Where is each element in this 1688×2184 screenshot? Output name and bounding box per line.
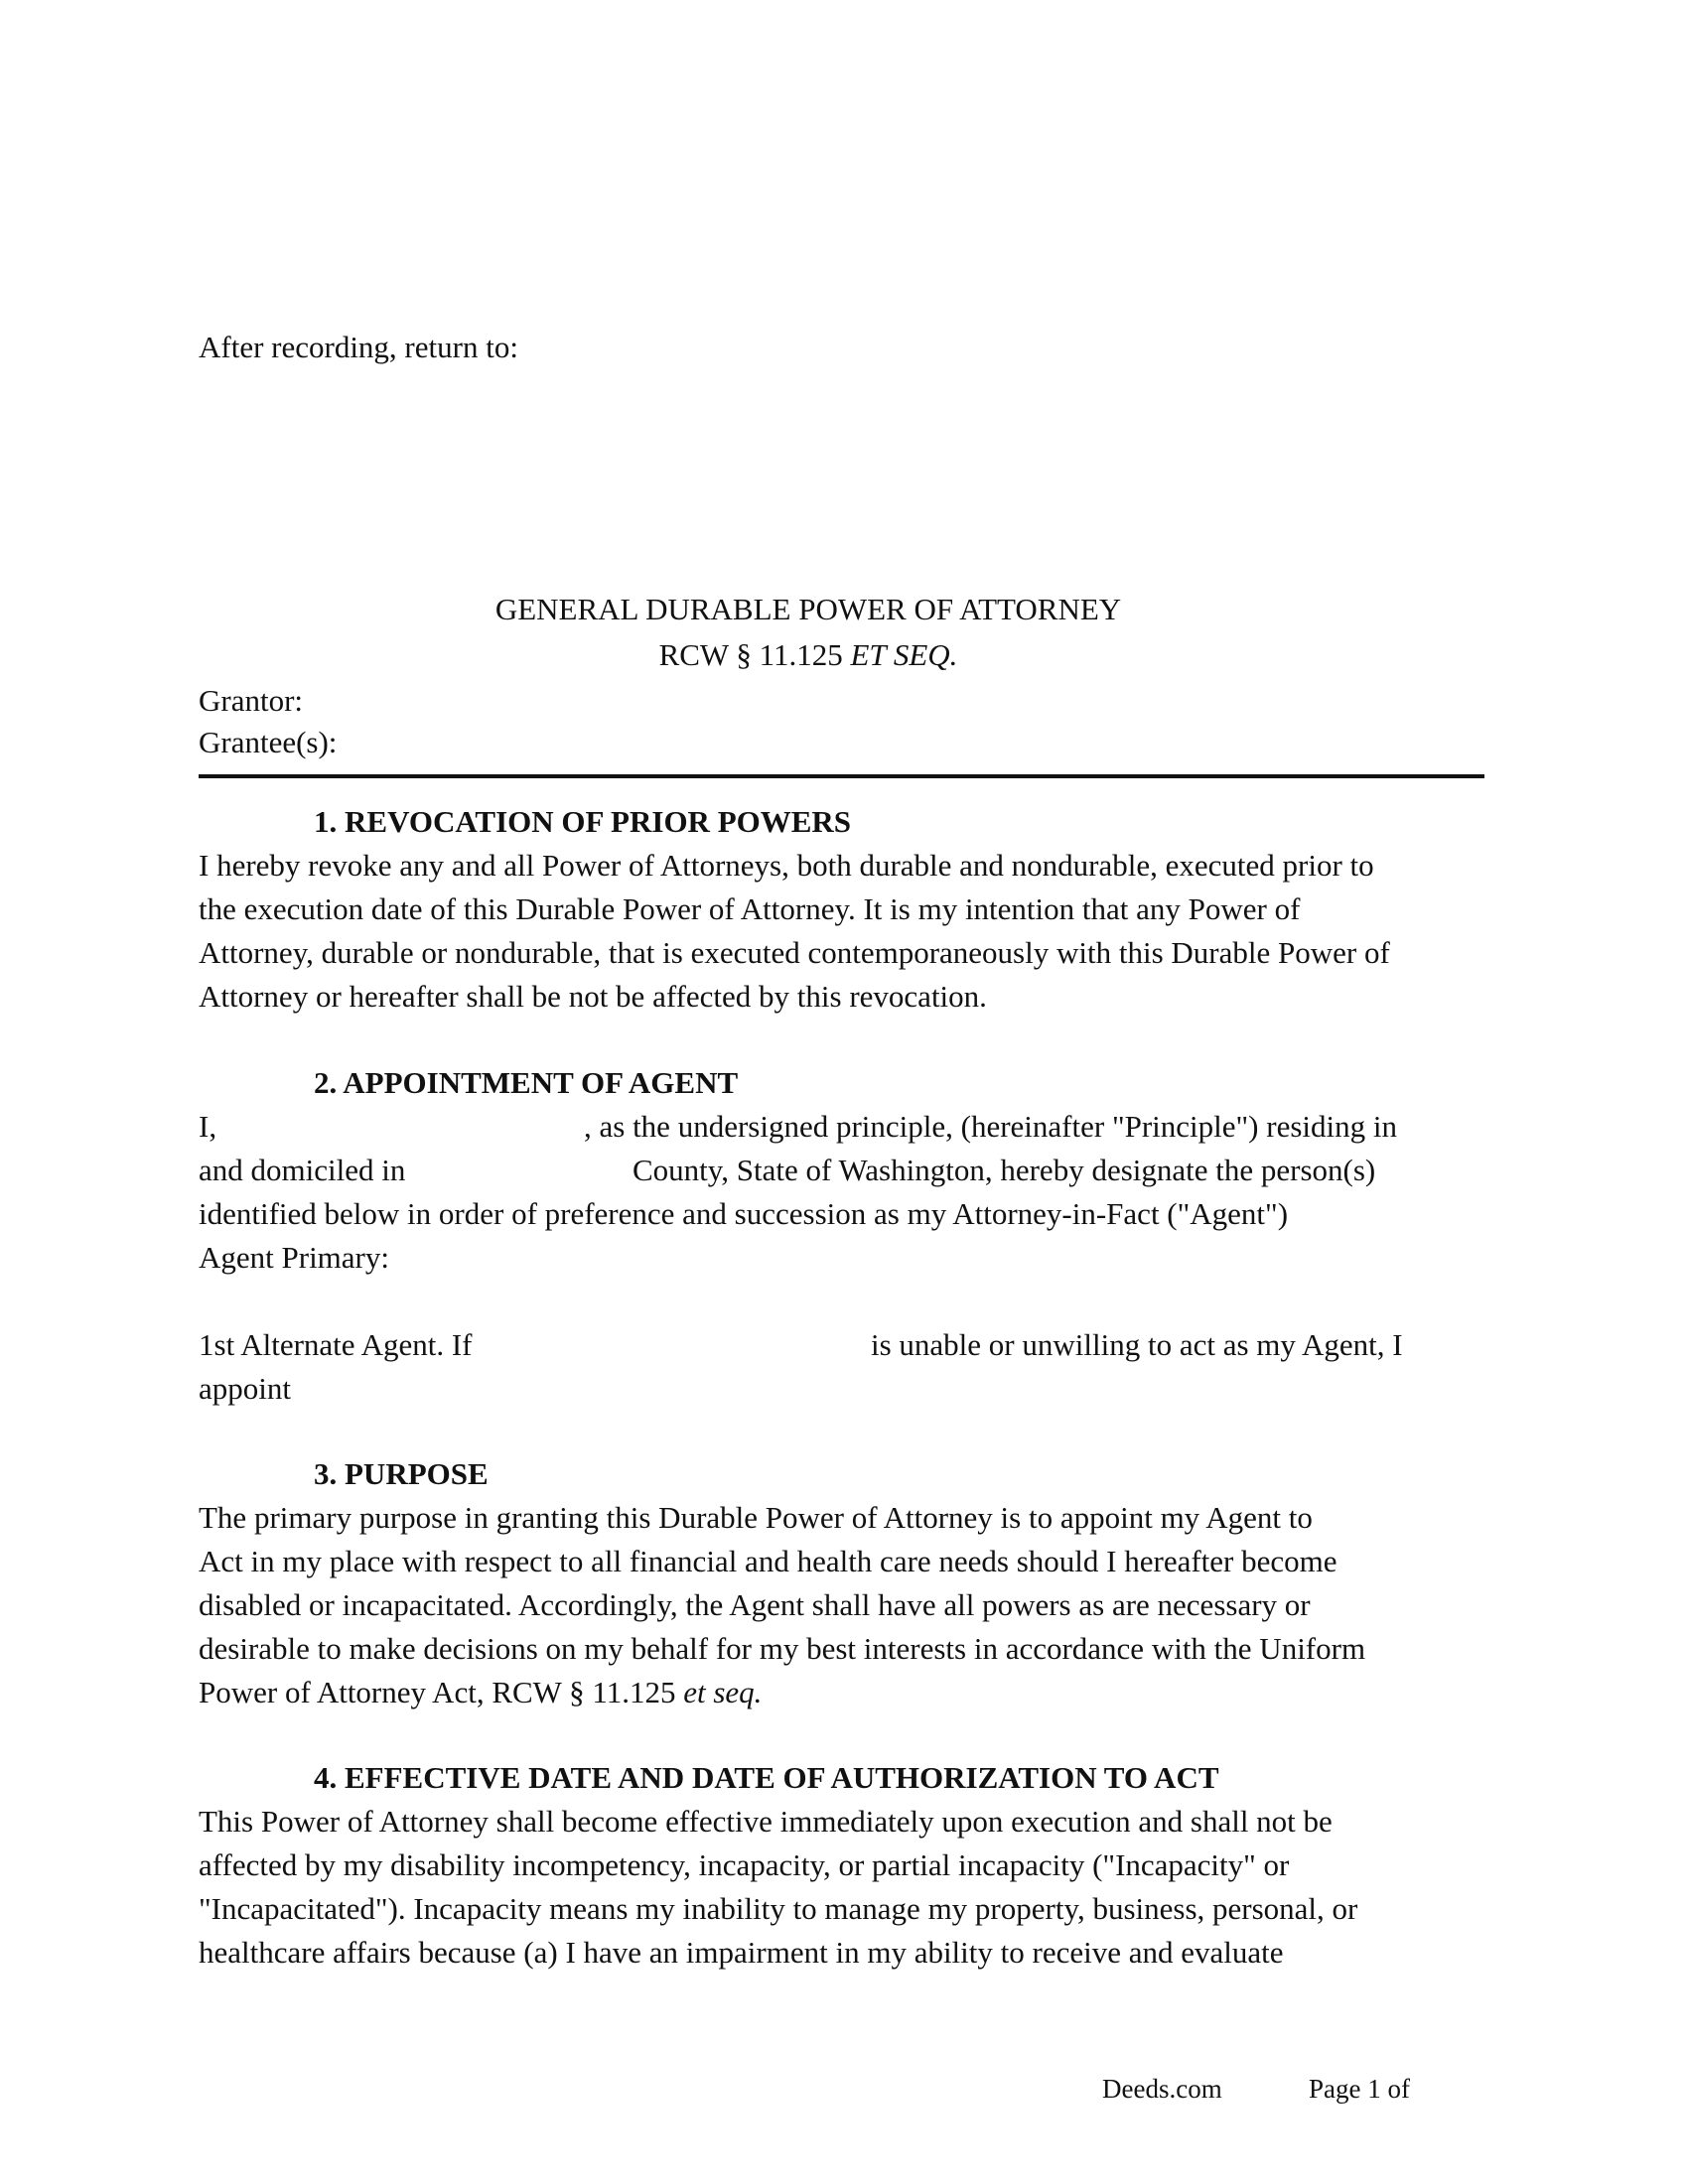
appointment-line-1-start: I, (199, 1109, 217, 1144)
statute-text: RCW § 11.125 (658, 637, 851, 672)
alternate-agent-appoint: appoint (199, 1371, 291, 1406)
header-divider (199, 774, 1484, 778)
alternate-agent-end: is unable or unwilling to act as my Agent, I (871, 1327, 1403, 1362)
alternate-agent-start: 1st Alternate Agent. If (199, 1327, 473, 1362)
purpose-line-5 (199, 1671, 762, 1714)
revocation-line-3: Attorney, durable or nondurable, that is executed contemporaneously with this Durable Power of (199, 935, 1390, 970)
section-appointment-heading: 2. APPOINTMENT OF AGENT (314, 1065, 739, 1100)
appointment-line-1-end: , as the undersigned principle, (hereinafter "Principle") residing in (584, 1109, 1397, 1144)
document-title: GENERAL DURABLE POWER OF ATTORNEY (494, 592, 1122, 626)
purpose-line-5-italic: et seq. (683, 1675, 763, 1709)
appointment-line-2-end: County, State of Washington, hereby designate the person(s) (633, 1153, 1376, 1187)
purpose-line-4: desirable to make decisions on my behalf for my best interests in accordance with the Uniform (199, 1631, 1366, 1666)
section-revocation-heading: 1. REVOCATION OF PRIOR POWERS (314, 804, 852, 839)
effective-line-2: affected by my disability incompetency, incapacity, or partial incapacity ("Incapacity" or (199, 1847, 1290, 1882)
agent-primary-label: Agent Primary: (199, 1240, 389, 1275)
grantor-label: Grantor: (199, 683, 304, 718)
purpose-line-3: disabled or incapacitated. Accordingly, the Agent shall have all powers as are necessary or (199, 1587, 1311, 1622)
purpose-line-2: Act in my place with respect to all financial and health care needs should I hereafter become (199, 1544, 1337, 1578)
footer-page-number: Page 1 of (1309, 2074, 1410, 2104)
effective-line-1: This Power of Attorney shall become effective immediately upon execution and shall not be (199, 1804, 1333, 1839)
statute-italic: ET SEQ. (850, 637, 958, 672)
appointment-line-2-start: and domiciled in (199, 1153, 406, 1187)
grantee-label: Grantee(s): (199, 725, 338, 759)
return-to-label: After recording, return to: (199, 330, 518, 364)
revocation-line-4: Attorney or hereafter shall be not be affected by this revocation. (199, 979, 987, 1014)
section-purpose-heading: 3. PURPOSE (314, 1456, 489, 1491)
statute-reference (0, 633, 1652, 677)
effective-line-3: "Incapacitated"). Incapacity means my inability to manage my property, business, personal, or (199, 1891, 1358, 1926)
purpose-line-1: The primary purpose in granting this Durable Power of Attorney is to appoint my Agent to (199, 1500, 1313, 1535)
appointment-line-3: identified below in order of preference and succession as my Attorney-in-Fact ("Agent") (199, 1196, 1289, 1231)
effective-line-4: healthcare affairs because (a) I have an impairment in my ability to receive and evaluate (199, 1935, 1284, 1970)
section-effective-heading: 4. EFFECTIVE DATE AND DATE OF AUTHORIZATION TO ACT (314, 1760, 1219, 1795)
revocation-line-1: I hereby revoke any and all Power of Attorneys, both durable and nondurable, executed prior to (199, 848, 1374, 883)
revocation-line-2: the execution date of this Durable Power of Attorney. It is my intention that any Power of (199, 891, 1301, 926)
purpose-line-5-text: Power of Attorney Act, RCW § 11.125 (199, 1675, 684, 1709)
footer-site: Deeds.com (1102, 2074, 1222, 2104)
